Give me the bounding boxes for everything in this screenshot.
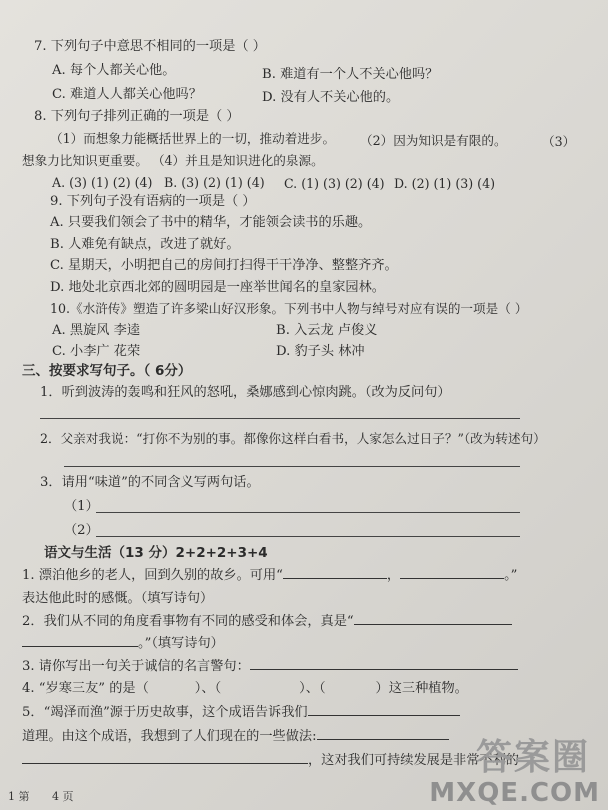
q9-option-a: A. 只要我们领会了书中的精华，才能领会读书的乐趣。 [50, 215, 372, 230]
q8-sentence-line2: 想象力比知识更重要。 （4）并且是知识进化的泉源。 [22, 153, 324, 168]
q10-stem: 10.《水浒传》塑造了许多梁山好汉形象。下列书中人物与绰号对应有误的一项是（ ） [50, 301, 528, 316]
section4-q1-end: 。” [504, 568, 518, 583]
q9-option-b: B. 人难免有缺点，改进了就好。 [50, 237, 240, 252]
section4-q3-text: 3. 请你写出一句关于诚信的名言警句： [22, 659, 250, 674]
q8-sentence-2: （2）因为知识是有限的。 [360, 133, 507, 148]
section4-q5-blank3[interactable] [22, 751, 308, 764]
section4-q1-blank2[interactable] [400, 566, 504, 579]
section4-q1-line1 [22, 566, 517, 585]
q7-stem: 7. 下列句子中意思不相同的一项是（ ） [34, 39, 266, 54]
section4-q4-sep2: ）、（ [299, 681, 326, 696]
q10-option-c: C. 小李广 花荣 [52, 344, 141, 359]
section3-q3-item2-line[interactable] [96, 536, 520, 537]
q8-option-b: B. (3) (2) (1) (4) [164, 175, 265, 190]
q8-sentence-1: （1）而想象力能概括世界上的一切，推动着进步。 [50, 131, 336, 146]
q7-option-b: B. 难道有一个人不关心他吗？ [262, 67, 439, 82]
section4-q5-blank1[interactable] [308, 703, 460, 716]
q10-option-a: A. 黑旋风 李逵 [52, 323, 141, 338]
watermark-site-text: MXQE.COM [429, 778, 600, 808]
section3-q1-answer-line[interactable] [40, 418, 520, 419]
page-footer-right: 4 页 [52, 790, 74, 803]
section4-q4 [22, 680, 468, 698]
section4-q1-blank1[interactable] [283, 566, 387, 579]
section4-q2-blank2[interactable] [22, 634, 138, 647]
page-footer-left: 1 第 [8, 790, 30, 803]
q9-stem: 9. 下列句子没有语病的一项是（ ） [50, 194, 256, 209]
section3-q3-item1-line[interactable] [96, 512, 520, 513]
section3-q3: 3．请用“味道”的不同含义写两句话。 [40, 475, 260, 490]
section4-q1-text: 1. 漂泊他乡的老人，回到久别的故乡。可用“ [22, 568, 283, 583]
section4-q5-text3: ，这对我们可持续发展是非常不利的 [308, 753, 519, 768]
section4-q2-end: 。”（填写诗句） [138, 636, 224, 651]
section4-q2-blank1[interactable] [354, 612, 512, 625]
section4-q3-blank[interactable] [250, 657, 518, 670]
watermark-logo-text: 答案圈 [475, 737, 590, 778]
section4-q3 [22, 657, 518, 676]
section3-q2: 2．父亲对我说：“打你不为别的事。都像你这样白看书，人家怎么过日子？”（改为转述句） [40, 431, 546, 446]
section3-q2-answer-line[interactable] [64, 466, 520, 467]
section4-q5-blank2[interactable] [317, 727, 449, 740]
section4-q2-line1 [22, 612, 512, 631]
section4-q1-sep: ， [386, 568, 401, 583]
q8-option-d: D. (2) (1) (3) (4) [394, 176, 496, 191]
section4-q4-close: ） [375, 681, 389, 696]
q7-option-c: C. 难道人人都关心他吗？ [52, 87, 202, 102]
section3-heading: 三、按要求写句子。（ 6分） [22, 363, 192, 379]
q8-sentence-3-start: （3） [542, 134, 576, 149]
q9-option-c: C. 星期天，小明把自己的房间打扫得干干净净、整整齐齐。 [50, 258, 398, 273]
section4-q2-text: 2．我们从不同的角度看事物有不同的感受和体会，真是“ [22, 614, 354, 629]
q10-option-b: B. 入云龙 卢俊义 [276, 323, 378, 338]
section4-q1-line2: 表达他此时的感慨。（填写诗句） [22, 591, 214, 606]
section4-q5-line3 [22, 751, 519, 770]
section3-q3-item1-label: （1） [64, 499, 99, 514]
q8-option-c: C. (1) (3) (2) (4) [284, 176, 385, 191]
section4-heading: 语文与生活（13 分）2+2+2+3+4 [44, 545, 268, 561]
q7-option-d: D. 没有人不关心他的。 [262, 90, 400, 105]
section3-q1: 1．听到波涛的轰鸣和狂风的怒吼，桑娜感到心惊肉跳。（改为反问句） [40, 385, 451, 400]
section4-q4-text: 4. “岁寒三友” 的是（ [22, 681, 149, 696]
q8-stem: 8. 下列句子排列正确的一项是（ ） [34, 109, 240, 124]
section4-q2-line2 [22, 634, 224, 653]
section4-q5-line2 [22, 727, 449, 746]
q8-option-a: A. (3) (1) (2) (4) [52, 175, 153, 190]
section4-q5-text1: 5．“竭泽而渔”源于历史故事，这个成语告诉我们 [22, 705, 308, 720]
section3-q3-item2-label: （2） [64, 523, 99, 538]
q7-option-a: A. 每个人都关心他。 [52, 63, 176, 78]
section4-q5-line1 [22, 703, 460, 722]
section4-q4-sep1: ）、（ [194, 681, 222, 696]
q9-option-d: D. 地处北京西北郊的圆明园是一座举世闻名的皇家园林。 [50, 280, 385, 295]
section4-q4-end: 这三种植物。 [388, 681, 468, 696]
section4-q5-text2: 道理。由这个成语，我想到了人们现在的一些做法: [22, 729, 317, 744]
q10-option-d: D. 豹子头 林冲 [276, 344, 365, 359]
